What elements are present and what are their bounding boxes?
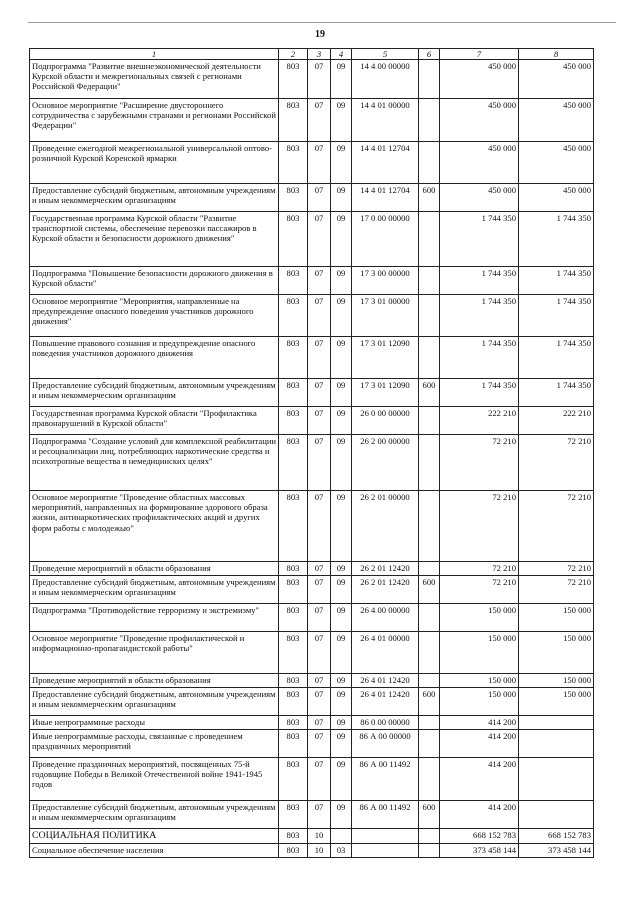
subsection-cell: 09 bbox=[331, 562, 352, 576]
section-cell: 07 bbox=[308, 674, 331, 688]
section-cell: 07 bbox=[308, 212, 331, 267]
table-row bbox=[30, 295, 594, 337]
section-cell: 07 bbox=[308, 716, 331, 730]
amount-2022-cell: 222 210 bbox=[519, 407, 594, 435]
amount-2021-cell: 1 744 350 bbox=[440, 337, 519, 379]
table-row bbox=[30, 758, 594, 801]
amount-2022-cell: 450 000 bbox=[519, 142, 594, 184]
name-cell: Предоставление субсидий бюджетным, автономным учреждениям и иным некоммерческим организациям bbox=[30, 576, 279, 604]
expense-type-cell bbox=[419, 212, 440, 267]
target-article-cell: 26 2 01 12420 bbox=[352, 562, 419, 576]
section-cell: 10 bbox=[308, 843, 331, 857]
section-cell: 07 bbox=[308, 604, 331, 632]
table-row bbox=[30, 576, 594, 604]
gradm-cell: 803 bbox=[279, 674, 308, 688]
target-article-cell bbox=[352, 829, 419, 844]
name-cell: Предоставление субсидий бюджетным, автономным учреждениям и иным некоммерческим организациям bbox=[30, 184, 279, 212]
target-article-cell: 17 3 01 12090 bbox=[352, 337, 419, 379]
name-cell: Проведение мероприятий в области образования bbox=[30, 674, 279, 688]
name-cell: Проведение мероприятий в области образования bbox=[30, 562, 279, 576]
amount-2022-cell: 72 210 bbox=[519, 576, 594, 604]
amount-2021-cell: 222 210 bbox=[440, 407, 519, 435]
table-row bbox=[30, 829, 594, 844]
target-article-cell: 17 3 01 12090 bbox=[352, 379, 419, 407]
subsection-cell: 09 bbox=[331, 267, 352, 295]
name-cell: Подпрограмма "Противодействие терроризму и экстремизму" bbox=[30, 604, 279, 632]
gradm-cell: 803 bbox=[279, 632, 308, 674]
expense-type-cell bbox=[419, 295, 440, 337]
expense-type-cell: 600 bbox=[419, 184, 440, 212]
name-cell: Проведение ежегодной межрегиональной универсальной оптово-розничной Курской Коренской ярмарки bbox=[30, 142, 279, 184]
amount-2022-cell: 150 000 bbox=[519, 674, 594, 688]
gradm-cell: 803 bbox=[279, 407, 308, 435]
target-article-cell: 17 0 00 00000 bbox=[352, 212, 419, 267]
expense-type-cell bbox=[419, 435, 440, 491]
gradm-cell: 803 bbox=[279, 716, 308, 730]
amount-2022-cell: 72 210 bbox=[519, 491, 594, 562]
amount-2021-cell: 1 744 350 bbox=[440, 212, 519, 267]
column-header-4: 4 bbox=[331, 49, 352, 60]
expense-type-cell bbox=[419, 604, 440, 632]
section-cell: 07 bbox=[308, 758, 331, 801]
amount-2021-cell: 72 210 bbox=[440, 491, 519, 562]
amount-2021-cell: 150 000 bbox=[440, 632, 519, 674]
expense-type-cell bbox=[419, 337, 440, 379]
expense-type-cell: 600 bbox=[419, 688, 440, 716]
gradm-cell: 803 bbox=[279, 337, 308, 379]
amount-2022-cell: 1 744 350 bbox=[519, 337, 594, 379]
expense-type-cell bbox=[419, 60, 440, 99]
section-cell: 07 bbox=[308, 267, 331, 295]
expense-type-cell: 600 bbox=[419, 576, 440, 604]
subsection-cell: 09 bbox=[331, 674, 352, 688]
amount-2021-cell: 414 200 bbox=[440, 801, 519, 829]
subsection-cell: 03 bbox=[331, 843, 352, 857]
amount-2022-cell: 450 000 bbox=[519, 99, 594, 142]
amount-2021-cell: 373 458 144 bbox=[440, 843, 519, 857]
expense-type-cell: 600 bbox=[419, 379, 440, 407]
subsection-cell bbox=[331, 829, 352, 844]
amount-2021-cell: 1 744 350 bbox=[440, 379, 519, 407]
top-rule bbox=[28, 22, 616, 23]
column-header-7: 7 bbox=[440, 49, 519, 60]
subsection-cell: 09 bbox=[331, 730, 352, 758]
subsection-cell: 09 bbox=[331, 142, 352, 184]
target-article-cell: 26 0 00 00000 bbox=[352, 407, 419, 435]
amount-2022-cell: 450 000 bbox=[519, 60, 594, 99]
column-header-1: 1 bbox=[30, 49, 279, 60]
column-header-3: 3 bbox=[308, 49, 331, 60]
table-row bbox=[30, 688, 594, 716]
amount-2021-cell: 150 000 bbox=[440, 688, 519, 716]
section-cell: 07 bbox=[308, 379, 331, 407]
amount-2021-cell: 450 000 bbox=[440, 184, 519, 212]
target-article-cell: 17 3 01 00000 bbox=[352, 295, 419, 337]
table-row bbox=[30, 142, 594, 184]
amount-2021-cell: 150 000 bbox=[440, 604, 519, 632]
table-row bbox=[30, 435, 594, 491]
subsection-cell: 09 bbox=[331, 491, 352, 562]
section-cell: 07 bbox=[308, 491, 331, 562]
gradm-cell: 803 bbox=[279, 758, 308, 801]
subsection-cell: 09 bbox=[331, 295, 352, 337]
subsection-cell: 09 bbox=[331, 688, 352, 716]
name-cell: Иные непрограммные расходы bbox=[30, 716, 279, 730]
table-row bbox=[30, 674, 594, 688]
gradm-cell: 803 bbox=[279, 212, 308, 267]
subsection-cell: 09 bbox=[331, 576, 352, 604]
gradm-cell: 803 bbox=[279, 60, 308, 99]
amount-2021-cell: 150 000 bbox=[440, 674, 519, 688]
expense-type-cell bbox=[419, 730, 440, 758]
target-article-cell: 14 4 01 12704 bbox=[352, 142, 419, 184]
header-row bbox=[30, 49, 594, 60]
subsection-cell: 09 bbox=[331, 604, 352, 632]
subsection-cell: 09 bbox=[331, 801, 352, 829]
column-header-8: 8 bbox=[519, 49, 594, 60]
expense-type-cell bbox=[419, 99, 440, 142]
expense-type-cell bbox=[419, 716, 440, 730]
amount-2021-cell: 1 744 350 bbox=[440, 295, 519, 337]
section-cell: 07 bbox=[308, 576, 331, 604]
table-row bbox=[30, 99, 594, 142]
amount-2022-cell: 1 744 350 bbox=[519, 267, 594, 295]
table-row bbox=[30, 60, 594, 99]
subsection-cell: 09 bbox=[331, 435, 352, 491]
target-article-cell: 86 А 00 00000 bbox=[352, 730, 419, 758]
section-cell: 07 bbox=[308, 142, 331, 184]
gradm-cell: 803 bbox=[279, 267, 308, 295]
target-article-cell: 14 4 01 12704 bbox=[352, 184, 419, 212]
name-cell: Подпрограмма "Создание условий для комплексной реабилитации и ресоциализации лиц, потребляющих наркотические средства и психотропные вещества в немедицинских целях" bbox=[30, 435, 279, 491]
target-article-cell: 86 А 00 11492 bbox=[352, 758, 419, 801]
section-cell: 07 bbox=[308, 801, 331, 829]
amount-2022-cell bbox=[519, 716, 594, 730]
table-row bbox=[30, 491, 594, 562]
column-header-5: 5 bbox=[352, 49, 419, 60]
name-cell: Подпрограмма "Развитие внешнеэкономической деятельности Курской области и межрегиональных связей с регионами Российской Федерации" bbox=[30, 60, 279, 99]
name-cell: Проведение праздничных мероприятий, посвященных 75-й годовщине Победы в Великой Отечественной войне 1941-1945 годов bbox=[30, 758, 279, 801]
section-cell: 07 bbox=[308, 295, 331, 337]
gradm-cell: 803 bbox=[279, 295, 308, 337]
gradm-cell: 803 bbox=[279, 576, 308, 604]
expense-type-cell: 600 bbox=[419, 801, 440, 829]
expense-type-cell bbox=[419, 674, 440, 688]
gradm-cell: 803 bbox=[279, 604, 308, 632]
expense-type-cell bbox=[419, 407, 440, 435]
table-row bbox=[30, 379, 594, 407]
amount-2022-cell: 1 744 350 bbox=[519, 295, 594, 337]
amount-2021-cell: 72 210 bbox=[440, 576, 519, 604]
target-article-cell: 26 2 01 12420 bbox=[352, 576, 419, 604]
subsection-cell: 09 bbox=[331, 212, 352, 267]
table-row bbox=[30, 632, 594, 674]
name-cell: Государственная программа Курской области "Профилактика правонарушений в Курской области" bbox=[30, 407, 279, 435]
amount-2022-cell: 1 744 350 bbox=[519, 212, 594, 267]
table-row bbox=[30, 604, 594, 632]
column-header-6: 6 bbox=[419, 49, 440, 60]
name-cell: Основное мероприятие "Проведение областных массовых мероприятий, направленных на формирование здорового образа жизни, антинаркотических профилактических акций и других форм работы с молодежью" bbox=[30, 491, 279, 562]
gradm-cell: 803 bbox=[279, 99, 308, 142]
table-row bbox=[30, 184, 594, 212]
subsection-cell: 09 bbox=[331, 337, 352, 379]
amount-2022-cell bbox=[519, 730, 594, 758]
table-body bbox=[30, 60, 594, 858]
name-cell: Основное мероприятие "Расширение двустороннего сотрудничества с зарубежными странами и регионами Российской Федерации" bbox=[30, 99, 279, 142]
amount-2021-cell: 668 152 783 bbox=[440, 829, 519, 844]
amount-2021-cell: 414 200 bbox=[440, 730, 519, 758]
name-cell: Повышение правового сознания и предупреждение опасного поведения участников дорожного движения bbox=[30, 337, 279, 379]
expense-type-cell bbox=[419, 491, 440, 562]
table-row bbox=[30, 337, 594, 379]
target-article-cell: 26 4 01 12420 bbox=[352, 688, 419, 716]
expense-type-cell bbox=[419, 843, 440, 857]
target-article-cell: 26 2 00 00000 bbox=[352, 435, 419, 491]
amount-2022-cell: 72 210 bbox=[519, 562, 594, 576]
target-article-cell: 26 4 01 12420 bbox=[352, 674, 419, 688]
amount-2021-cell: 450 000 bbox=[440, 142, 519, 184]
subsection-cell: 09 bbox=[331, 379, 352, 407]
amount-2022-cell: 150 000 bbox=[519, 604, 594, 632]
subsection-cell: 09 bbox=[331, 632, 352, 674]
subsection-cell: 09 bbox=[331, 60, 352, 99]
target-article-cell: 26 4 01 00000 bbox=[352, 632, 419, 674]
expense-type-cell bbox=[419, 142, 440, 184]
name-cell: Предоставление субсидий бюджетным, автономным учреждениям и иным некоммерческим организациям bbox=[30, 801, 279, 829]
table-row bbox=[30, 407, 594, 435]
table-row bbox=[30, 267, 594, 295]
gradm-cell: 803 bbox=[279, 562, 308, 576]
amount-2021-cell: 72 210 bbox=[440, 435, 519, 491]
name-cell: Иные непрограммные расходы, связанные с проведением праздничных мероприятий bbox=[30, 730, 279, 758]
amount-2022-cell: 450 000 bbox=[519, 184, 594, 212]
page-number: 19 bbox=[315, 29, 325, 40]
target-article-cell: 14 4 00 00000 bbox=[352, 60, 419, 99]
name-cell: Основное мероприятие "Проведение профилактической и информационно-пропагандистской работы" bbox=[30, 632, 279, 674]
expense-type-cell bbox=[419, 758, 440, 801]
amount-2021-cell: 414 200 bbox=[440, 758, 519, 801]
target-article-cell: 26 2 01 00000 bbox=[352, 491, 419, 562]
section-cell: 07 bbox=[308, 60, 331, 99]
gradm-cell: 803 bbox=[279, 379, 308, 407]
section-cell: 07 bbox=[308, 99, 331, 142]
section-cell: 10 bbox=[308, 829, 331, 844]
subsection-cell: 09 bbox=[331, 99, 352, 142]
amount-2021-cell: 72 210 bbox=[440, 562, 519, 576]
amount-2022-cell: 150 000 bbox=[519, 688, 594, 716]
amount-2022-cell: 72 210 bbox=[519, 435, 594, 491]
amount-2022-cell: 373 458 144 bbox=[519, 843, 594, 857]
name-cell: Предоставление субсидий бюджетным, автономным учреждениям и иным некоммерческим организациям bbox=[30, 379, 279, 407]
amount-2021-cell: 450 000 bbox=[440, 99, 519, 142]
column-header-2: 2 bbox=[279, 49, 308, 60]
amount-2021-cell: 414 200 bbox=[440, 716, 519, 730]
amount-2021-cell: 1 744 350 bbox=[440, 267, 519, 295]
target-article-cell: 86 А 00 11492 bbox=[352, 801, 419, 829]
name-cell: Предоставление субсидий бюджетным, автономным учреждениям и иным некоммерческим организациям bbox=[30, 688, 279, 716]
section-cell: 07 bbox=[308, 632, 331, 674]
amount-2022-cell: 150 000 bbox=[519, 632, 594, 674]
table-row bbox=[30, 212, 594, 267]
gradm-cell: 803 bbox=[279, 435, 308, 491]
name-cell: Основное мероприятие "Мероприятия, направленные на предупреждение опасного поведения участников дорожного движения" bbox=[30, 295, 279, 337]
expense-type-cell bbox=[419, 829, 440, 844]
gradm-cell: 803 bbox=[279, 142, 308, 184]
table-row bbox=[30, 730, 594, 758]
gradm-cell: 803 bbox=[279, 829, 308, 844]
target-article-cell: 86 0 00 00000 bbox=[352, 716, 419, 730]
table-row bbox=[30, 843, 594, 857]
gradm-cell: 803 bbox=[279, 184, 308, 212]
section-cell: 07 bbox=[308, 730, 331, 758]
amount-2022-cell bbox=[519, 801, 594, 829]
gradm-cell: 803 bbox=[279, 843, 308, 857]
subsection-cell: 09 bbox=[331, 184, 352, 212]
amount-2022-cell bbox=[519, 758, 594, 801]
name-cell: Государственная программа Курской области "Развитие транспортной системы, обеспечение перевозки пассажиров в Курской области и безопасности дорожного движения" bbox=[30, 212, 279, 267]
target-article-cell bbox=[352, 843, 419, 857]
subsection-cell: 09 bbox=[331, 716, 352, 730]
expense-type-cell bbox=[419, 562, 440, 576]
name-cell: Подпрограмма "Повышение безопасности дорожного движения в Курской области" bbox=[30, 267, 279, 295]
gradm-cell: 803 bbox=[279, 730, 308, 758]
table-row bbox=[30, 562, 594, 576]
target-article-cell: 14 4 01 00000 bbox=[352, 99, 419, 142]
amount-2021-cell: 450 000 bbox=[440, 60, 519, 99]
table-row bbox=[30, 801, 594, 829]
subsection-cell: 09 bbox=[331, 758, 352, 801]
budget-table bbox=[29, 48, 594, 858]
target-article-cell: 17 3 00 00000 bbox=[352, 267, 419, 295]
expense-type-cell bbox=[419, 632, 440, 674]
target-article-cell: 26 4 00 00000 bbox=[352, 604, 419, 632]
amount-2022-cell: 668 152 783 bbox=[519, 829, 594, 844]
section-cell: 07 bbox=[308, 407, 331, 435]
section-cell: 07 bbox=[308, 688, 331, 716]
section-cell: 07 bbox=[308, 337, 331, 379]
name-cell: СОЦИАЛЬНАЯ ПОЛИТИКА bbox=[30, 829, 279, 844]
gradm-cell: 803 bbox=[279, 491, 308, 562]
section-cell: 07 bbox=[308, 435, 331, 491]
table-row bbox=[30, 716, 594, 730]
gradm-cell: 803 bbox=[279, 801, 308, 829]
section-cell: 07 bbox=[308, 184, 331, 212]
gradm-cell: 803 bbox=[279, 688, 308, 716]
section-cell: 07 bbox=[308, 562, 331, 576]
subsection-cell: 09 bbox=[331, 407, 352, 435]
amount-2022-cell: 1 744 350 bbox=[519, 379, 594, 407]
expense-type-cell bbox=[419, 267, 440, 295]
name-cell: Социальное обеспечение населения bbox=[30, 843, 279, 857]
